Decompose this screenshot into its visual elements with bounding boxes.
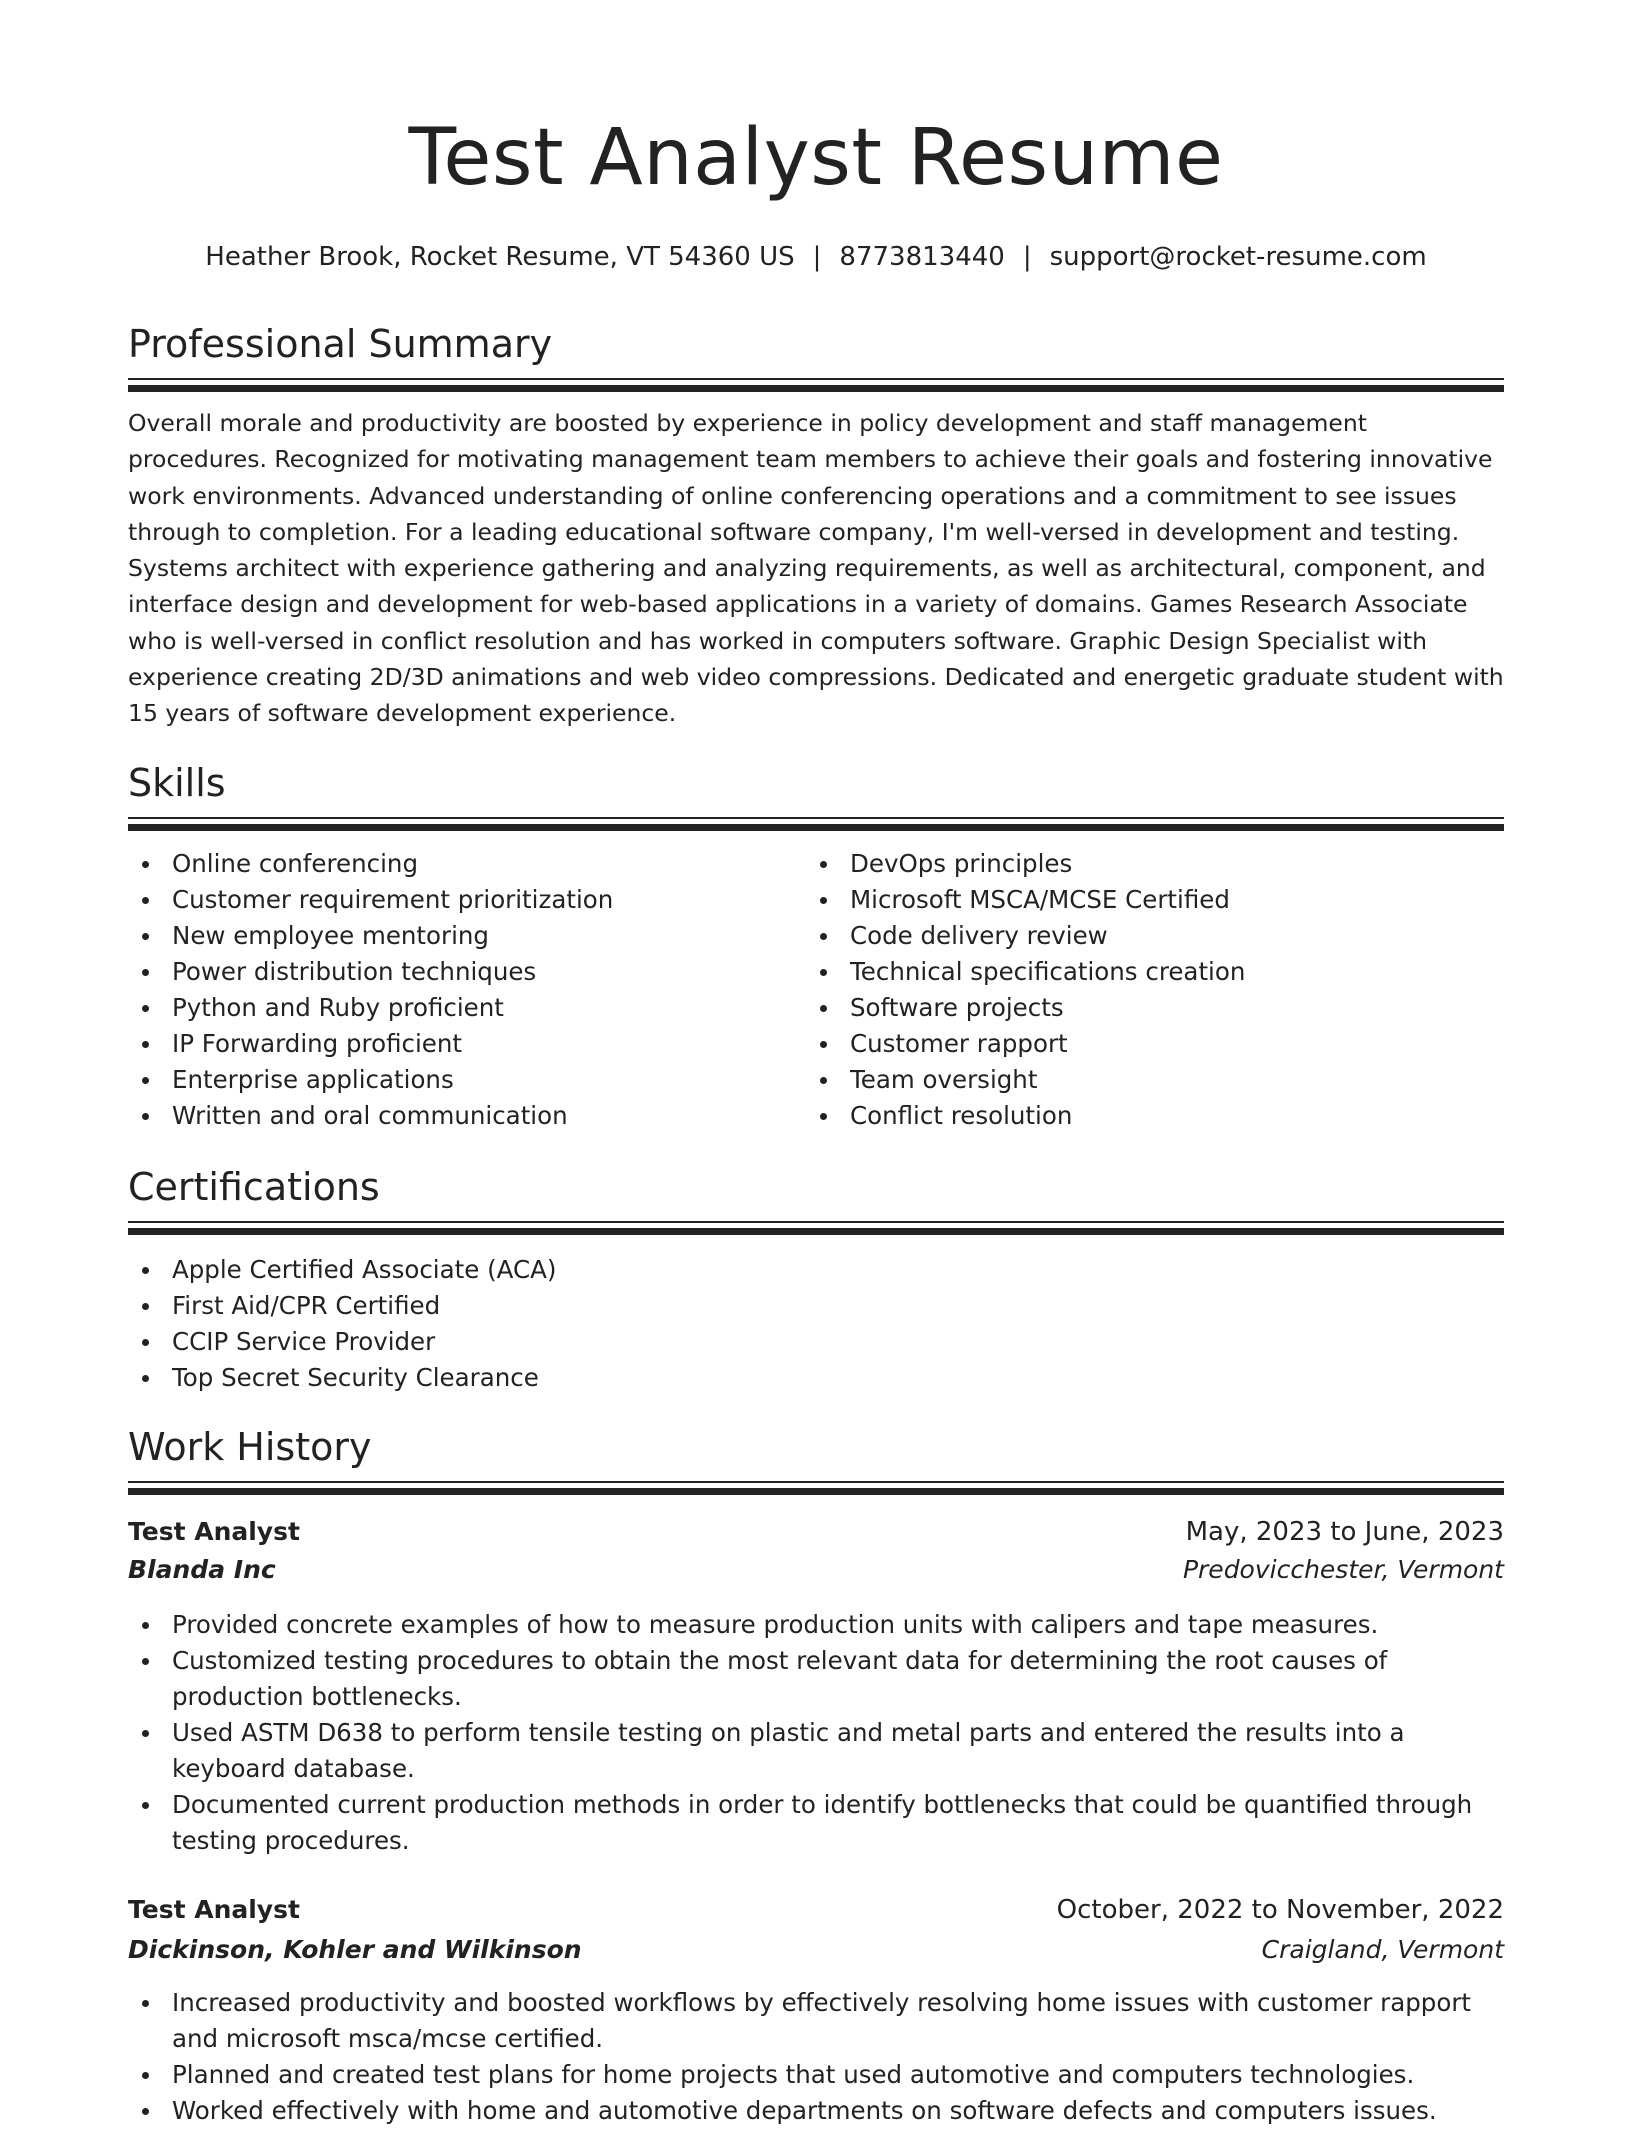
list-item: Power distribution techniques — [128, 954, 788, 990]
section-divider — [128, 1221, 1504, 1237]
section-heading-summary: Professional Summary — [128, 322, 553, 366]
list-item: Written and oral communication — [128, 1098, 788, 1134]
job-title: Test Analyst — [128, 1517, 300, 1546]
contact-phone: 8773813440 — [839, 242, 1005, 272]
job-location: Predovicchester, Vermont — [1182, 1555, 1504, 1584]
list-item: Customer requirement prioritization — [128, 882, 788, 918]
contact-address: Heather Brook, Rocket Resume, VT 54360 US — [205, 242, 795, 272]
list-item: Team oversight — [806, 1062, 1466, 1098]
list-item: Microsoft MSCA/MCSE Certified — [806, 882, 1466, 918]
list-item: Customer rapport — [806, 1026, 1466, 1062]
list-item: Apple Certified Associate (ACA) — [128, 1252, 1504, 1288]
list-item: Conflict resolution — [806, 1098, 1466, 1134]
job-dates: May, 2023 to June, 2023 — [1185, 1517, 1504, 1547]
contact-email: support@rocket-resume.com — [1049, 242, 1427, 272]
list-item: Python and Ruby proficient — [128, 990, 788, 1026]
section-heading-skills: Skills — [128, 761, 226, 805]
section-heading-work-history: Work History — [128, 1425, 372, 1469]
job-bullets — [128, 1985, 1504, 2129]
contact-separator: | — [812, 242, 822, 272]
list-item: Provided concrete examples of how to measure production units with calipers and tape measures. — [128, 1607, 1504, 1643]
job-company: Blanda Inc — [128, 1555, 276, 1584]
job-company: Dickinson, Kohler and Wilkinson — [128, 1935, 582, 1964]
skills-list-right — [806, 846, 1466, 1134]
list-item: Online conferencing — [128, 846, 788, 882]
certifications-list — [128, 1252, 1504, 1396]
job-title: Test Analyst — [128, 1895, 300, 1924]
section-divider — [128, 378, 1504, 394]
section-divider — [128, 1481, 1504, 1497]
list-item: Top Secret Security Clearance — [128, 1360, 1504, 1396]
contact-separator: | — [1022, 242, 1032, 272]
list-item: Worked effectively with home and automotive departments on software defects and computers issues. — [128, 2093, 1504, 2129]
list-item: Planned and created test plans for home projects that used automotive and computers technologies. — [128, 2057, 1504, 2093]
section-divider — [128, 817, 1504, 833]
job-bullets — [128, 1607, 1504, 1859]
list-item: First Aid/CPR Certified — [128, 1288, 1504, 1324]
page-title: Test Analyst Resume — [408, 113, 1224, 203]
summary-text: Overall morale and productivity are boosted by experience in policy development and staff management procedures. Recognized for motivating management team members to achieve their goals and fostering innovative work environments. Advanced understanding of online conferencing operations and a commitment to see issues through to completion. For a leading educational software company, I'm well-versed in development and testing. Systems architect with experience gathering and analyzing requirements, as well as architectural, component, and interface design and development for web-based applications in a variety of domains. Games Research Associate who is well-versed in conflict resolution and has worked in computers software. Graphic Design Specialist with experience creating 2D/3D animations and web video compressions. Dedicated and energetic graduate student with 15 years of software development experience. — [128, 409, 1504, 728]
list-item: CCIP Service Provider — [128, 1324, 1504, 1360]
section-heading-certifications: Certifications — [128, 1165, 380, 1209]
list-item: Used ASTM D638 to perform tensile testing on plastic and metal parts and entered the results into a keyboard database. — [128, 1715, 1504, 1787]
list-item: Increased productivity and boosted workflows by effectively resolving home issues with customer rapport and microsoft msca/mcse certified. — [128, 1985, 1504, 2057]
list-item: Enterprise applications — [128, 1062, 788, 1098]
list-item: Documented current production methods in order to identify bottlenecks that could be quantified through testing procedures. — [128, 1787, 1504, 1859]
contact-line — [128, 238, 1504, 276]
list-item: Code delivery review — [806, 918, 1466, 954]
list-item: Customized testing procedures to obtain the most relevant data for determining the root causes of production bottlenecks. — [128, 1643, 1504, 1715]
list-item: IP Forwarding proficient — [128, 1026, 788, 1062]
list-item: DevOps principles — [806, 846, 1466, 882]
skills-list-left — [128, 846, 788, 1134]
list-item: Software projects — [806, 990, 1466, 1026]
job-location: Craigland, Vermont — [1261, 1935, 1504, 1964]
job-dates: October, 2022 to November, 2022 — [1056, 1895, 1504, 1925]
list-item: New employee mentoring — [128, 918, 788, 954]
list-item: Technical specifications creation — [806, 954, 1466, 990]
